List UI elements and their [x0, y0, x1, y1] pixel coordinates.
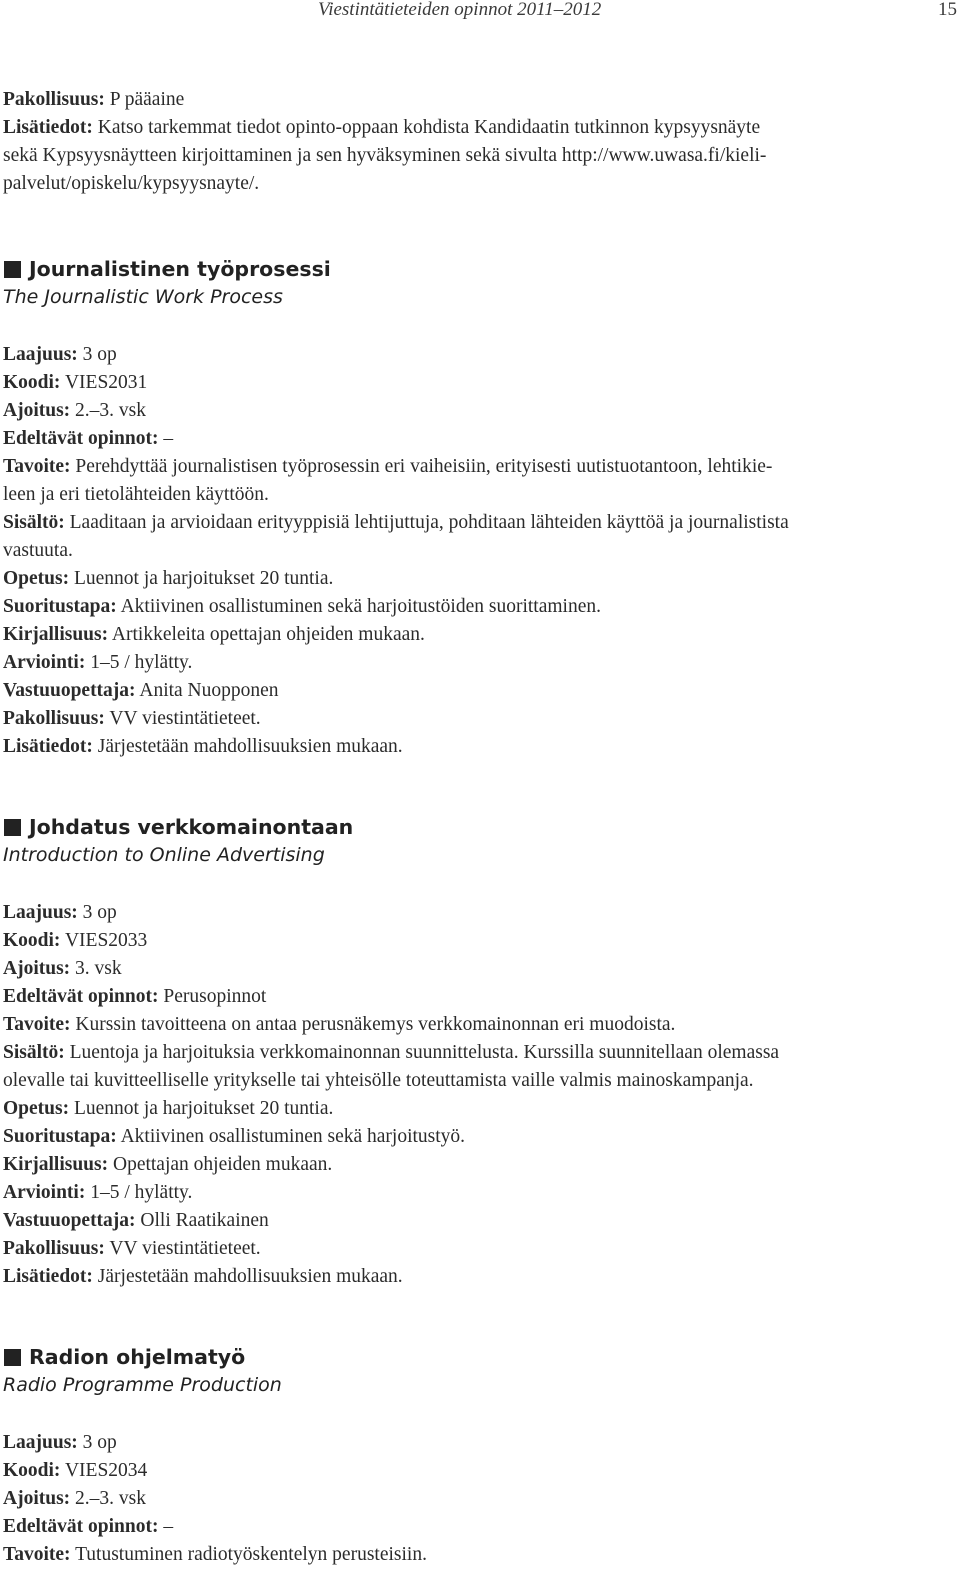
field-value: VV viestintätieteet. [109, 1238, 261, 1259]
field-value: 2.–3. vsk [75, 1488, 147, 1509]
field-label: Pakollisuus: [3, 708, 105, 729]
field-label: Edeltävät opinnot: [3, 428, 159, 449]
field-value: 3. vsk [75, 958, 122, 979]
field-label: Laajuus: [3, 344, 78, 365]
intro-lisatiedot-line-3: palvelut/opiskelu/kypsyysnayte/. [3, 173, 260, 194]
field-value: Olli Raatikainen [140, 1210, 269, 1231]
field-opetus [3, 565, 958, 593]
field-lisatiedot [3, 1263, 958, 1291]
field-label: Suoritustapa: [3, 1126, 117, 1147]
field-label: Laajuus: [3, 1432, 78, 1453]
field-value: 1–5 / hylätty. [90, 1182, 193, 1203]
field-label: Ajoitus: [3, 400, 71, 421]
field-value: VIES2031 [64, 372, 148, 393]
field-label: Lisätiedot: [3, 736, 93, 757]
field-laajuus [3, 899, 958, 927]
field-value: Aktiivinen osallistuminen sekä harjoitustyö. [120, 1126, 466, 1147]
field-value: – [163, 428, 174, 449]
field-label: Tavoite: [3, 1544, 71, 1565]
field-value: Kurssin tavoitteena on antaa perusnäkemys verkkomainonnan eri muodoista. [75, 1014, 676, 1035]
field-label: Pakollisuus: [3, 1238, 105, 1259]
field-laajuus [3, 1429, 958, 1457]
field-label: Pakollisuus: [3, 89, 105, 110]
field-value: Anita Nuopponen [139, 680, 279, 701]
field-label: Kirjallisuus: [3, 1154, 109, 1175]
field-suoritustapa [3, 593, 958, 621]
square-bullet-icon [4, 1349, 21, 1366]
field-ajoitus [3, 955, 958, 983]
field-lisatiedot [3, 733, 958, 761]
field-label: Sisältö: [3, 1042, 65, 1063]
field-edeltavat [3, 425, 958, 453]
course-title [3, 813, 958, 841]
course-johdatus-verkkomainontaan [3, 813, 958, 1291]
field-edeltavat [3, 983, 958, 1011]
field-label: Tavoite: [3, 1014, 71, 1035]
field-value: Perusopinnot [163, 986, 267, 1007]
course-title [3, 1343, 958, 1371]
field-suoritustapa [3, 1123, 958, 1151]
field-value: Luentoja ja harjoituksia verkkomainonnan suunnittelusta. Kurssilla suunnitellaan olemassa [69, 1042, 780, 1063]
course-subtitle: Radio Programme Production [3, 1374, 282, 1396]
field-pakollisuus [3, 1235, 958, 1263]
field-value: Järjestetään mahdollisuuksien mukaan. [97, 1266, 403, 1287]
field-label: Vastuuopettaja: [3, 1210, 136, 1231]
field-value: Aktiivinen osallistuminen sekä harjoitustöiden suorittaminen. [120, 596, 601, 617]
field-edeltavat [3, 1513, 958, 1541]
course-journalistinen-tyoprosessi [3, 255, 958, 761]
course-title-text: Johdatus verkkomainontaan [29, 815, 354, 839]
field-kirjallisuus [3, 1151, 958, 1179]
field-tavoite-line-2: leen ja eri tietolähteiden käyttöön. [3, 484, 269, 505]
field-value: – [163, 1516, 174, 1537]
field-tavoite [3, 1011, 958, 1039]
course-title-text: Radion ohjelmatyö [29, 1345, 246, 1369]
field-label: Ajoitus: [3, 1488, 71, 1509]
intro-pakollisuus [3, 86, 958, 114]
field-label: Laajuus: [3, 902, 78, 923]
field-label: Sisältö: [3, 512, 65, 533]
field-value: 1–5 / hylätty. [90, 652, 193, 673]
field-arviointi [3, 649, 958, 677]
course-title [3, 255, 958, 283]
field-sisalto [3, 509, 958, 537]
field-label: Arviointi: [3, 1182, 86, 1203]
field-label: Edeltävät opinnot: [3, 986, 159, 1007]
field-pakollisuus [3, 705, 958, 733]
field-value: VIES2034 [64, 1460, 148, 1481]
page-content [3, 86, 958, 1569]
field-value: Laaditaan ja arvioidaan erityyppisiä lehtijuttuja, pohditaan lähteiden käyttöä ja journalistista [69, 512, 789, 533]
field-laajuus [3, 341, 958, 369]
field-tavoite [3, 1541, 958, 1569]
field-label: Kirjallisuus: [3, 624, 109, 645]
field-value: 3 op [82, 902, 117, 923]
square-bullet-icon [4, 819, 21, 836]
field-vastuuopettaja [3, 677, 958, 705]
field-ajoitus [3, 397, 958, 425]
field-kirjallisuus [3, 621, 958, 649]
field-value: VIES2033 [64, 930, 148, 951]
course-subtitle: Introduction to Online Advertising [3, 844, 325, 866]
field-vastuuopettaja [3, 1207, 958, 1235]
field-label: Tavoite: [3, 456, 71, 477]
field-value: Opettajan ohjeiden mukaan. [112, 1154, 333, 1175]
field-sisalto-line-2: olevalle tai kuvitteelliselle yritykselle tai yhteisölle toteuttamista vaille valmis mainoskampanja. [3, 1070, 754, 1091]
field-sisalto [3, 1039, 958, 1067]
intro-lisatiedot-line-2: sekä Kypsyysnäytteen kirjoittaminen ja sen hyväksyminen sekä sivulta http://www.uwasa.fi/kieli- [3, 145, 767, 166]
page-header [0, 0, 960, 22]
field-label: Suoritustapa: [3, 596, 117, 617]
field-label: Koodi: [3, 372, 61, 393]
course-radion-ohjelmatyo [3, 1343, 958, 1569]
field-koodi [3, 927, 958, 955]
field-value: 2.–3. vsk [75, 400, 147, 421]
field-label: Edeltävät opinnot: [3, 1516, 159, 1537]
field-value: Perehdyttää journalistisen työprosessin eri vaiheisiin, erityisesti uutistuotantoon, lehtikie- [75, 456, 773, 477]
page-number: 15 [938, 0, 957, 20]
field-value: VV viestintätieteet. [109, 708, 261, 729]
field-koodi [3, 369, 958, 397]
field-arviointi [3, 1179, 958, 1207]
field-label: Koodi: [3, 930, 61, 951]
intro-lisatiedot [3, 114, 958, 142]
field-value: P pääaine [109, 89, 185, 110]
course-title-text: Journalistinen työprosessi [29, 257, 331, 281]
field-label: Vastuuopettaja: [3, 680, 136, 701]
field-label: Arviointi: [3, 652, 86, 673]
course-subtitle: The Journalistic Work Process [3, 286, 283, 308]
field-label: Lisätiedot: [3, 1266, 93, 1287]
field-value: Katso tarkemmat tiedot opinto-oppaan kohdista Kandidaatin tutkinnon kypsyysnäyte [97, 117, 761, 138]
field-label: Koodi: [3, 1460, 61, 1481]
field-value: 3 op [82, 344, 117, 365]
field-value: 3 op [82, 1432, 117, 1453]
field-label: Ajoitus: [3, 958, 71, 979]
field-value: Artikkeleita opettajan ohjeiden mukaan. [111, 624, 425, 645]
field-label: Lisätiedot: [3, 117, 93, 138]
field-value: Luennot ja harjoitukset 20 tuntia. [73, 568, 334, 589]
field-tavoite [3, 453, 958, 481]
field-sisalto-line-2: vastuuta. [3, 540, 73, 561]
field-ajoitus [3, 1485, 958, 1513]
intro-block [3, 86, 958, 198]
field-value: Järjestetään mahdollisuuksien mukaan. [97, 736, 403, 757]
field-label: Opetus: [3, 568, 70, 589]
field-label: Opetus: [3, 1098, 70, 1119]
field-koodi [3, 1457, 958, 1485]
square-bullet-icon [4, 261, 21, 278]
field-opetus [3, 1095, 958, 1123]
field-value: Luennot ja harjoitukset 20 tuntia. [73, 1098, 334, 1119]
document-title: Viestintätieteiden opinnot 2011–2012 [318, 0, 602, 20]
field-value: Tutustuminen radiotyöskentelyn perusteisiin. [75, 1544, 427, 1565]
